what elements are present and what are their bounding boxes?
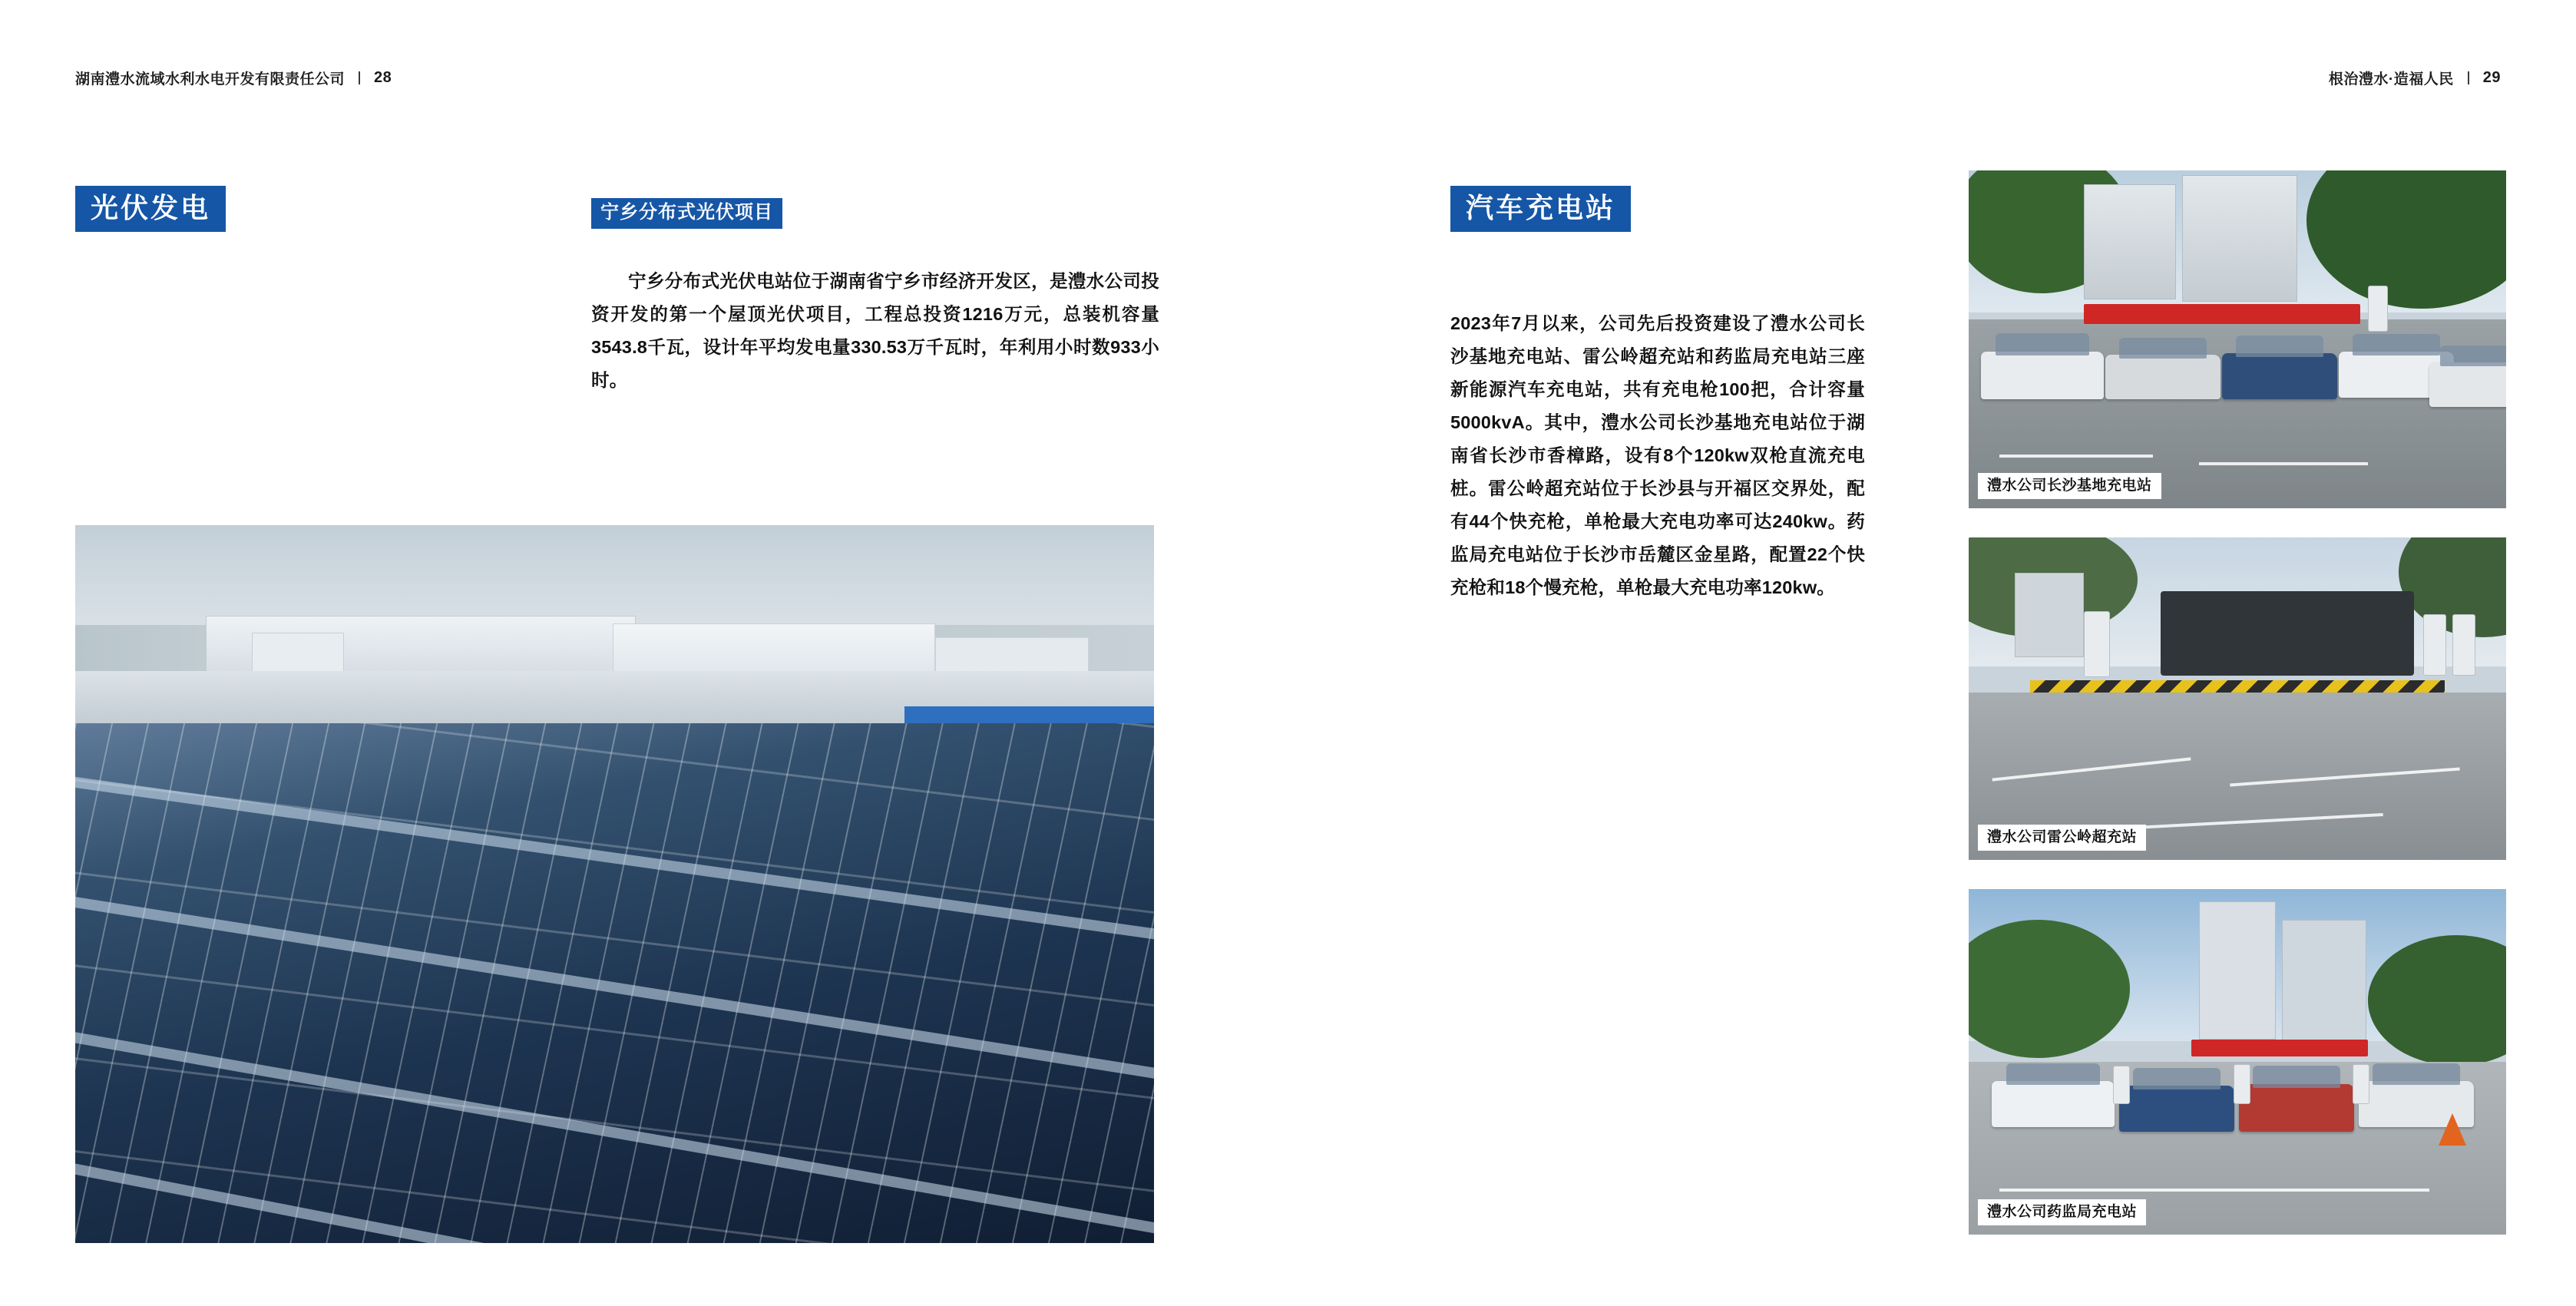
photo-changsha-base-station: [1969, 170, 2506, 508]
photo-red-banner: [2084, 304, 2360, 324]
photo-car-2: [2105, 355, 2221, 399]
photo-car-2: [2119, 1086, 2234, 1132]
right-page: [1288, 0, 2576, 1306]
photo-building-block-2: [2182, 175, 2297, 302]
photo-tower-2: [2282, 920, 2366, 1043]
photo-charging-pile-1: [2084, 611, 2110, 677]
photo-car-3: [2239, 1084, 2354, 1132]
photo-car-1: [1992, 1081, 2115, 1127]
photo-caption: 澧水公司药监局充电站: [1978, 1199, 2146, 1225]
running-head-right-text: 根治澧水·造福人民: [2328, 71, 2454, 88]
photo-charging-pile-2: [2234, 1064, 2250, 1104]
photo-canopy-structure: [2161, 591, 2414, 676]
panel-row-seam-2: [75, 888, 1154, 1085]
photo-traffic-cone: [2439, 1113, 2466, 1146]
photo-car-3: [2222, 353, 2337, 399]
photo-car-1: [1981, 352, 2104, 399]
photo-solar-rooftop: [75, 525, 1154, 1243]
running-head-left: [75, 68, 392, 88]
photo-building-block-1: [2084, 184, 2176, 299]
photo-charging-pile-3: [2353, 1064, 2369, 1104]
running-head-right: [2329, 68, 2501, 88]
page-number-left: 28: [374, 69, 392, 86]
body-text-right: 2023年7月以来，公司先后投资建设了澧水公司长沙基地充电站、雷公岭超充站和药监局充电站三座新能源汽车充电站，共有充电枪100把，合计容量5000kvA。其中，澧水公司长沙基地充电站位于湖南省长沙市香樟路，设有8个120kw双枪直流充电桩。雷公岭超充站位于长沙县与开福区交界处，配有44个快充枪，单枪最大充电功率可达240kw。药监局充电站位于长沙市岳麓区金星路，配置22个快充枪和18个慢充枪，单枪最大充电功率120kw。: [1450, 313, 1865, 597]
photo-charging-pile-3: [2452, 614, 2475, 676]
photo-red-banner: [2191, 1040, 2368, 1056]
photo-caption: 澧水公司雷公岭超充站: [1978, 825, 2146, 851]
photo-car-5: [2429, 362, 2506, 407]
runhead-divider: [2468, 71, 2469, 84]
section-title-photovoltaic: 光伏发电: [75, 186, 226, 232]
photo-lane-mark-2: [2199, 462, 2368, 465]
photo-building-block-1: [2015, 573, 2084, 657]
panel-row-seam-1: [75, 769, 1154, 945]
photo-charging-pile-1: [2113, 1066, 2130, 1104]
running-head-left-text: 湖南澧水流域水利水电开发有限责任公司: [75, 71, 346, 88]
photo-charging-pile: [2368, 286, 2388, 332]
photo-charging-pile-2: [2423, 614, 2446, 676]
photo-solar-panel-array: [75, 723, 1154, 1243]
panel-row-seam-3: [75, 1023, 1154, 1239]
runhead-divider: [359, 71, 360, 84]
photo-yaojianju-station: [1969, 889, 2506, 1235]
photo-tower-1: [2199, 901, 2276, 1040]
section-title-charging-station: 汽车充电站: [1450, 186, 1631, 232]
photo-leigongling-station: [1969, 537, 2506, 860]
photo-lane-mark-1: [1999, 455, 2153, 458]
photo-lane-mark-1: [1999, 1189, 2429, 1192]
subsection-title-ningxiang: 宁乡分布式光伏项目: [591, 198, 782, 229]
photo-caption: 澧水公司长沙基地充电站: [1978, 473, 2161, 499]
page-number-right: 29: [2482, 69, 2501, 86]
body-text-left: 宁乡分布式光伏电站位于湖南省宁乡市经济开发区，是澧水公司投资开发的第一个屋顶光伏项目，工程总投资1216万元，总装机容量3543.8千瓦，设计年平均发电量330.53万千瓦时，年利用小时数933小时。: [591, 271, 1159, 390]
